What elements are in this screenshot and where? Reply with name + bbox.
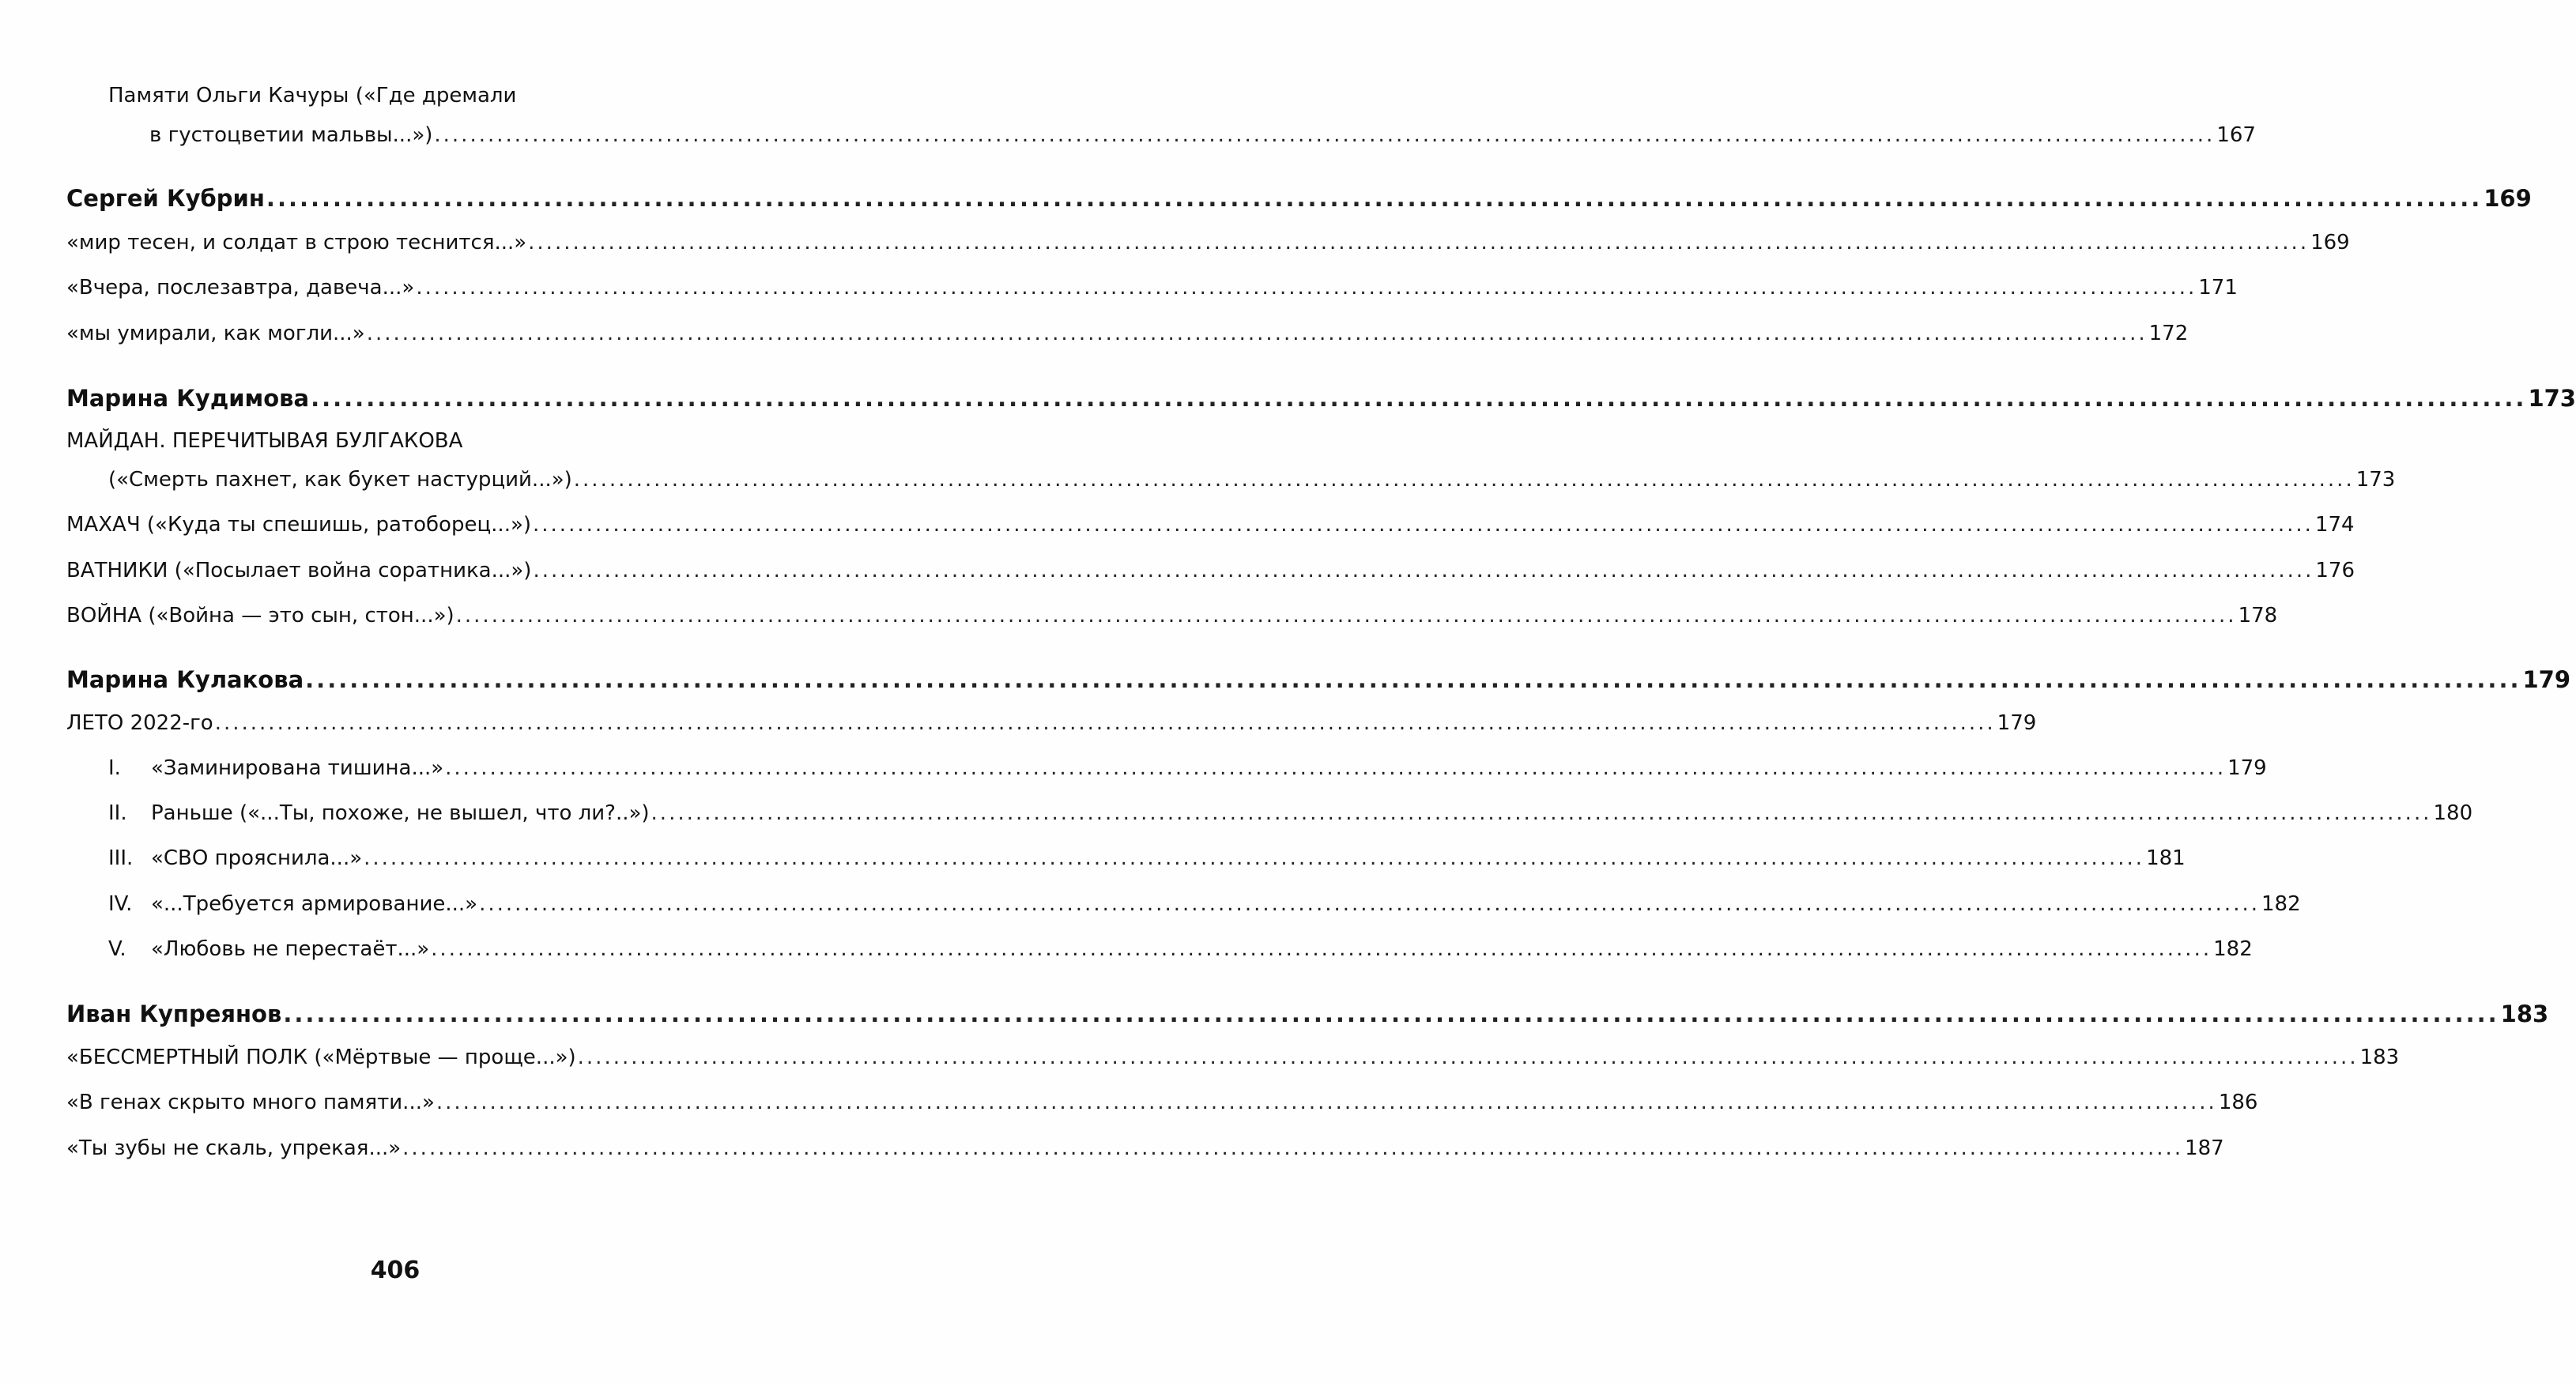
page-number: 179	[2227, 756, 2267, 780]
page-number: 179	[1997, 711, 2037, 735]
page-number: 176	[2315, 559, 2355, 582]
toc-subentry	[108, 891, 2301, 918]
leader-dots: ........................................................................................................................................................................................................	[533, 513, 2314, 537]
roman-numeral: II.	[108, 801, 127, 825]
page-number: 182	[2213, 937, 2253, 961]
poem-title: «Ты зубы не скаль, упрекая...»	[66, 1136, 402, 1160]
toc-entry	[66, 320, 2189, 347]
toc-entry-title-line1: Памяти Ольги Качуры («Где дремали	[108, 84, 517, 107]
toc-entry	[66, 1044, 2400, 1071]
toc-entry	[66, 602, 2278, 629]
poem-title: ВАТНИКИ («Посылает война соратника...»)	[66, 559, 532, 582]
toc-subentry	[108, 845, 2186, 872]
page-number: 167	[2216, 123, 2256, 147]
page-number: 174	[2314, 513, 2355, 537]
roman-numeral: I.	[108, 756, 121, 780]
poem-title: МАХАЧ («Куда ты спешишь, ратоборец...»)	[66, 513, 532, 537]
page-number: 179	[2522, 666, 2571, 693]
leader-dots: ........................................................................................................................................................................................................	[283, 1001, 2499, 1027]
author-name: Марина Кулакова	[66, 666, 304, 693]
poem-title: «мы умирали, как могли...»	[66, 322, 365, 345]
leader-dots: ........................................................................................................................................................................................................	[402, 1136, 2184, 1160]
toc-entry	[66, 557, 2355, 584]
poem-title: «Заминирована тишина...»	[151, 756, 444, 780]
toc-entry-title-line2: в густоцветии мальвы...»)	[149, 123, 433, 147]
leader-dots: ........................................................................................................................................................................................................	[305, 666, 2521, 693]
leader-dots: ........................................................................................................................................................................................................	[214, 711, 1996, 735]
leader-dots: ........................................................................................................................................................................................................	[434, 123, 2216, 147]
poem-title: Раньше («...Ты, похоже, не вышел, что ли?..»)	[151, 801, 650, 825]
leader-dots: ........................................................................................................................................................................................................	[528, 231, 2310, 254]
poem-title: «Вчера, послезавтра, давеча...»	[66, 276, 415, 300]
page-number: 173	[2355, 468, 2396, 492]
toc-author-entry	[66, 1001, 2549, 1027]
toc-subentry	[108, 755, 2267, 782]
leader-dots: ........................................................................................................................................................................................................	[431, 937, 2212, 961]
roman-numeral: III.	[108, 846, 134, 870]
toc-subentry	[108, 800, 2473, 827]
page-number: 172	[2148, 322, 2189, 345]
author-name: Сергей Кубрин	[66, 185, 265, 212]
page-number: 183	[2500, 1001, 2549, 1027]
toc-entry	[66, 1135, 2224, 1162]
cycle-title: ЛЕТО 2022-го	[66, 711, 213, 735]
poem-title: «СВО прояснила...»	[151, 846, 363, 870]
toc-entry-title-line1: МАЙДАН. ПЕРЕЧИТЫВАЯ БУЛГАКОВА	[66, 429, 463, 453]
leader-dots: ........................................................................................................................................................................................................	[455, 604, 2237, 627]
leader-dots: ........................................................................................................................................................................................................	[445, 756, 2227, 780]
leader-dots: ........................................................................................................................................................................................................	[533, 559, 2314, 582]
page-folio: 406	[370, 1257, 421, 1284]
poem-title: «Любовь не перестаёт...»	[151, 937, 430, 961]
page-number: 181	[2146, 846, 2186, 870]
leader-dots: ........................................................................................................................................................................................................	[577, 1046, 2359, 1069]
author-name: Иван Купреянов	[66, 1001, 282, 1027]
page-number: 169	[2310, 231, 2350, 254]
leader-dots: ........................................................................................................................................................................................................	[436, 1091, 2217, 1114]
roman-numeral: IV.	[108, 892, 133, 916]
toc-entry	[66, 1089, 2258, 1116]
leader-dots: ........................................................................................................................................................................................................	[651, 801, 2432, 825]
toc-entry-title-line2: («Смерть пахнет, как букет настурций...»)	[108, 468, 572, 492]
toc-entry	[66, 710, 2037, 737]
poem-title: «В генах скрыто много памяти...»	[66, 1091, 435, 1114]
leader-dots: ........................................................................................................................................................................................................	[416, 276, 2197, 300]
toc-entry	[108, 466, 2396, 493]
toc-subentry	[108, 936, 2253, 963]
toc-entry	[66, 511, 2355, 538]
leader-dots: ........................................................................................................................................................................................................	[573, 468, 2355, 492]
poem-title: «мир тесен, и солдат в строю теснится...»	[66, 231, 527, 254]
poem-title: «...Требуется армирование...»	[151, 892, 478, 916]
roman-numeral: V.	[108, 937, 126, 961]
page-number: 182	[2261, 892, 2301, 916]
toc-entry	[66, 274, 2238, 301]
page-number: 180	[2433, 801, 2473, 825]
page-number: 187	[2185, 1136, 2224, 1160]
toc-author-entry	[66, 385, 2576, 412]
leader-dots: ........................................................................................................................................................................................................	[311, 385, 2527, 412]
page-number: 171	[2198, 276, 2238, 300]
page-number: 178	[2238, 604, 2278, 627]
poem-title: ВОЙНА («Война — это сын, стон...»)	[66, 604, 454, 627]
leader-dots: ........................................................................................................................................................................................................	[479, 892, 2260, 916]
poem-title: «БЕССМЕРТНЫЙ ПОЛК («Мёртвые — проще...»)	[66, 1046, 576, 1069]
toc-author-entry	[66, 666, 2571, 693]
leader-dots: ........................................................................................................................................................................................................	[266, 185, 2483, 212]
leader-dots: ........................................................................................................................................................................................................	[364, 846, 2145, 870]
author-name: Марина Кудимова	[66, 385, 310, 412]
page-number: 183	[2359, 1046, 2400, 1069]
page-number: 173	[2528, 385, 2576, 412]
toc-entry	[66, 229, 2350, 256]
toc-author-entry	[66, 185, 2532, 212]
toc-entry	[149, 122, 2256, 149]
page-number: 186	[2218, 1091, 2258, 1114]
page-number: 169	[2484, 185, 2532, 212]
leader-dots: ........................................................................................................................................................................................................	[366, 322, 2148, 345]
